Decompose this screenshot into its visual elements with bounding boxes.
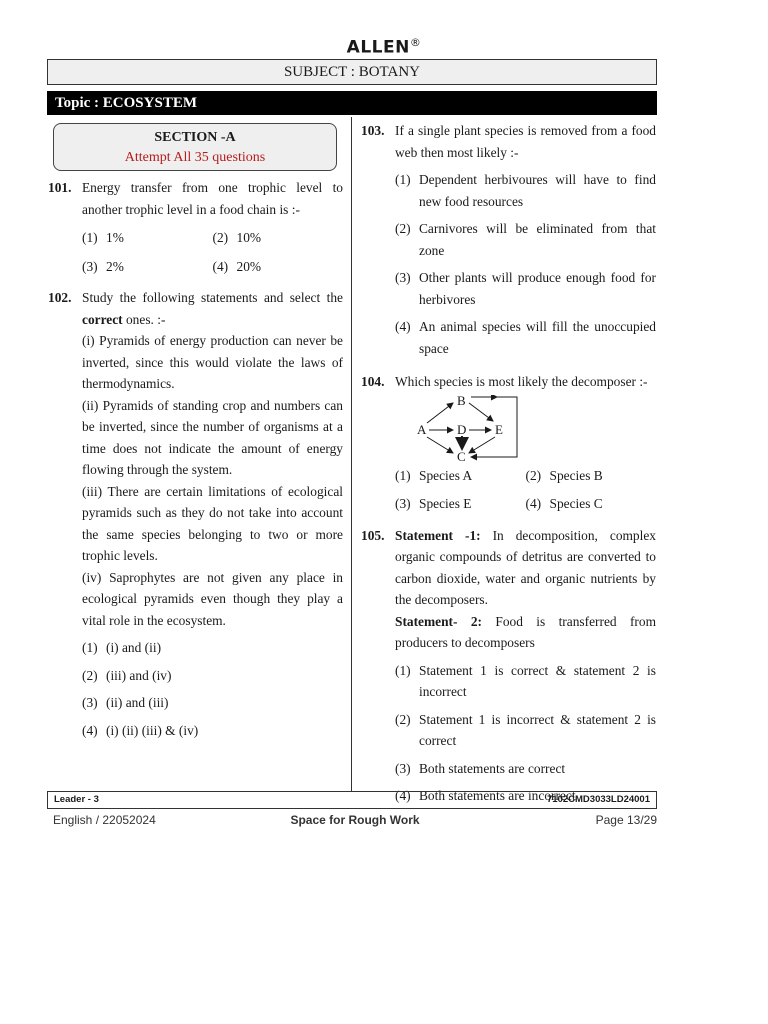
section-instruction: Attempt All 35 questions xyxy=(124,150,266,165)
node-d: D xyxy=(457,421,467,437)
topic-banner: Topic : ECOSYSTEM xyxy=(47,91,657,115)
question-number: 103. xyxy=(361,123,385,138)
node-e: E xyxy=(495,421,503,437)
option-4: (4) Both statements are incorrect xyxy=(395,788,576,803)
leader-code: Leader - 3 xyxy=(54,794,99,805)
option-2: (2) Species B xyxy=(525,467,603,483)
option-3: (3) Species E xyxy=(395,496,472,511)
options xyxy=(395,465,656,515)
option-4: (4) Species C xyxy=(525,496,603,511)
question-102 xyxy=(48,287,343,747)
question-101 xyxy=(48,177,343,277)
option-4: (4) An animal species will fill the unoccupied space xyxy=(395,319,656,356)
question-number: 104. xyxy=(361,374,385,389)
statement-ii: (ii) Pyramids of standing crop and numbers can be inverted, since the number of organisms at a time does not indicate the amount of energy flowing through the system. xyxy=(82,397,343,477)
option-3: (3) Both statements are correct xyxy=(395,760,566,776)
rough-work-note: Space for Rough Work xyxy=(290,813,420,827)
statement-iii: (iii) There are certain limitations of ecological pyramids such as they do not take into account the same species belonging to two or more trophic levels. xyxy=(82,483,343,563)
options xyxy=(395,660,656,807)
column-divider xyxy=(351,117,352,791)
right-column xyxy=(361,120,656,819)
option-1: (1) 1% xyxy=(82,230,124,245)
arrow-a-c xyxy=(427,437,453,453)
option-2: (2) Carnivores will be eliminated from that zone xyxy=(395,221,656,258)
node-c: C xyxy=(457,448,466,463)
option-3: (3) (ii) and (iii) xyxy=(82,695,169,710)
language-date: English / 22052024 xyxy=(53,813,156,827)
section-box xyxy=(53,123,337,171)
question-text: Study the following statements and select the correct ones. :- xyxy=(82,290,343,327)
option-4: (4) 20% xyxy=(212,258,262,274)
question-number: 101. xyxy=(48,180,72,195)
option-1: (1) Dependent herbivoures will have to find new food resources xyxy=(395,172,656,209)
option-3: (3) 2% xyxy=(82,258,124,274)
option-2: (2) 10% xyxy=(212,230,262,245)
statement-iv: (iv) Saprophytes are not given any place in ecological pyramids even though they play a vital role in the ecosystem. xyxy=(82,569,343,628)
question-text: If a single plant species is removed from a food web then most likely :- xyxy=(395,123,656,160)
subject-banner: SUBJECT : BOTANY xyxy=(47,59,657,85)
options xyxy=(395,169,656,359)
question-103 xyxy=(361,120,656,365)
arrow-e-c xyxy=(469,437,495,453)
question-104 xyxy=(361,371,656,515)
question-number: 102. xyxy=(48,290,72,305)
options xyxy=(82,227,343,277)
option-1: (1) Statement 1 is correct & statement 2 is incorrect xyxy=(395,662,656,699)
option-2: (2) Statement 1 is incorrect & statement 2 is correct xyxy=(395,711,656,748)
arrow-a-b xyxy=(427,403,453,423)
option-1: (1) Species A xyxy=(395,467,473,483)
statement-2: Statement- 2: Food is transferred from producers to decomposers xyxy=(395,613,656,650)
food-web-diagram xyxy=(417,395,527,463)
question-text: Which species is most likely the decomposer :- xyxy=(395,374,648,389)
brand-logo: ALLEN® xyxy=(346,36,422,58)
section-title: SECTION -A xyxy=(154,130,236,145)
options xyxy=(82,637,343,741)
node-a: A xyxy=(417,421,427,437)
page-number: Page 13/29 xyxy=(595,813,657,827)
question-105 xyxy=(361,525,656,813)
node-b: B xyxy=(457,394,466,408)
footer-code-bar xyxy=(47,791,657,809)
option-3: (3) Other plants will produce enough food for herbivores xyxy=(395,270,656,307)
paper-code: 7102CMD3033LD24001 xyxy=(547,794,650,805)
option-4: (4) (i) (ii) (iii) & (iv) xyxy=(82,722,199,738)
question-text: Energy transfer from one trophic level to another trophic level in a food chain is :- xyxy=(82,180,343,217)
statement-i: (i) Pyramids of energy production can never be inverted, since this would violate the laws of thermodynamics. xyxy=(82,333,343,391)
left-column xyxy=(48,177,343,753)
option-1: (1) (i) and (ii) xyxy=(82,640,162,655)
question-number: 105. xyxy=(361,527,385,543)
statement-1: Statement -1: In decomposition, complex organic compounds of detritus are converted to carbon dioxide, water and organic nutrients by the decomposers. xyxy=(395,527,656,607)
arrow-b-e xyxy=(469,403,493,421)
option-2: (2) (iii) and (iv) xyxy=(82,667,172,683)
